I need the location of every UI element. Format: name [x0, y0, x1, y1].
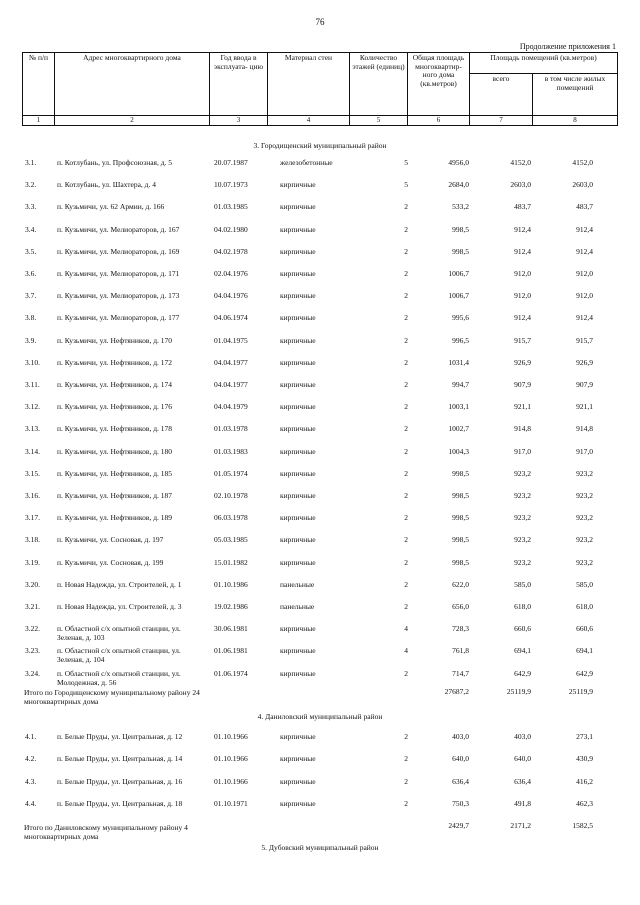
row-floors: 5 [404, 180, 408, 190]
table-row [0, 754, 640, 776]
row-commission-date: 01.03.1983 [214, 446, 248, 456]
row-commission-date: 01.10.1966 [214, 732, 248, 741]
row-commission-date: 15.01.1982 [214, 557, 248, 567]
row-living-area: 912,4 [576, 224, 593, 234]
row-living-area: 483,7 [576, 202, 593, 212]
total-area-3: 27687,2 [444, 687, 469, 696]
total-all-3: 25119,9 [506, 687, 531, 696]
col-index: 5 [350, 116, 408, 126]
row-wall-material: кирпичные [280, 646, 316, 656]
row-total-area: 750,3 [452, 798, 469, 808]
row-wall-material: кирпичные [280, 535, 316, 545]
row-wall-material: кирпичные [280, 776, 316, 786]
row-total-area: 636,4 [452, 776, 469, 786]
row-wall-material: панельные [280, 602, 315, 611]
row-premises-area: 921,1 [514, 402, 531, 412]
row-premises-area: 912,0 [514, 291, 531, 301]
row-wall-material: кирпичные [280, 313, 316, 323]
row-premises-area: 642,9 [514, 668, 531, 678]
row-premises-area: 915,7 [514, 335, 531, 345]
row-commission-date: 01.06.1974 [214, 668, 248, 678]
row-premises-area: 912,0 [514, 269, 531, 278]
row-wall-material: кирпичные [280, 624, 316, 634]
row-commission-date: 01.10.1986 [214, 579, 248, 589]
row-total-area: 1004,3 [448, 446, 469, 456]
total-living-4: 1582,5 [572, 821, 593, 830]
header-col-all: всего [470, 74, 533, 116]
row-commission-date: 20.07.1987 [214, 158, 248, 167]
table-row [0, 313, 640, 335]
col-index: 2 [55, 116, 210, 126]
table-row [0, 777, 640, 799]
row-number: 3.23. [25, 646, 40, 656]
row-number: 3.12. [25, 402, 40, 412]
row-wall-material: кирпичные [280, 732, 316, 741]
header-col-year: Год ввода в эксплуата- цию [210, 53, 268, 116]
row-living-area: 923,2 [576, 557, 593, 567]
row-wall-material: кирпичные [280, 291, 316, 301]
table-row [0, 402, 640, 424]
row-total-area: 403,0 [452, 732, 469, 741]
row-commission-date: 02.04.1976 [214, 269, 248, 278]
row-wall-material: кирпичные [280, 513, 316, 523]
row-floors: 4 [404, 624, 408, 634]
row-number: 3.22. [25, 624, 40, 634]
row-living-area: 912,0 [576, 291, 593, 301]
table-row [0, 291, 640, 313]
row-wall-material: кирпичные [280, 402, 316, 412]
row-total-area: 998,5 [452, 557, 469, 567]
row-premises-area: 483,7 [514, 202, 531, 212]
row-commission-date: 01.03.1978 [214, 424, 248, 434]
row-wall-material: кирпичные [280, 491, 316, 500]
row-number: 3.15. [25, 468, 40, 478]
row-total-area: 998,5 [452, 491, 469, 500]
row-wall-material: панельные [280, 579, 315, 589]
row-floors: 2 [404, 491, 408, 500]
row-wall-material: кирпичные [280, 246, 316, 256]
header-col-premises-area: Площадь помещений (кв.метров) [470, 53, 618, 74]
row-total-area: 1002,7 [448, 424, 469, 434]
row-commission-date: 19.02.1986 [214, 602, 248, 611]
row-premises-area: 2603,0 [510, 180, 531, 190]
col-index: 6 [408, 116, 470, 126]
row-wall-material: кирпичные [280, 224, 316, 234]
row-wall-material: железобетонные [280, 158, 333, 167]
row-wall-material: кирпичные [280, 335, 316, 345]
row-address: п. Кузьмичи, ул. Мелиораторов, д. 171 [57, 269, 180, 278]
row-number: 3.11. [25, 380, 40, 389]
row-living-area: 914,8 [576, 424, 593, 434]
total-area-4: 2429,7 [448, 821, 469, 830]
row-premises-area: 4152,0 [510, 158, 531, 167]
row-living-area: 923,2 [576, 513, 593, 523]
row-number: 3.21. [25, 602, 40, 611]
row-floors: 2 [404, 513, 408, 523]
row-total-area: 998,5 [452, 224, 469, 234]
row-commission-date: 06.03.1978 [214, 513, 248, 523]
row-floors: 2 [404, 202, 408, 212]
row-wall-material: кирпичные [280, 269, 316, 278]
table-row [0, 358, 640, 380]
row-commission-date: 01.03.1985 [214, 202, 248, 212]
row-commission-date: 30.06.1981 [214, 624, 248, 634]
row-address: п. Кузьмичи, ул. Мелиораторов, д. 169 [57, 246, 180, 256]
row-address: п. Кузьмичи, ул. Мелиораторов, д. 167 [57, 224, 180, 234]
row-commission-date: 01.10.1971 [214, 798, 248, 808]
continuation-note: Продолжение приложения 1 [519, 42, 616, 51]
row-living-area: 694,1 [576, 646, 593, 656]
col-index: 1 [23, 116, 55, 126]
row-premises-area: 491,8 [514, 798, 531, 808]
table-row [0, 336, 640, 358]
row-commission-date: 01.04.1975 [214, 335, 248, 345]
row-premises-area: 912,4 [514, 246, 531, 256]
row-number: 3.20. [25, 579, 40, 589]
table-row [0, 558, 640, 580]
header-col-total-area: Общая площадь многоквартир- ного дома (кв.метров) [408, 53, 470, 116]
row-number: 3.8. [25, 313, 37, 323]
row-commission-date: 04.06.1974 [214, 313, 248, 323]
row-floors: 2 [404, 402, 408, 412]
row-premises-area: 912,4 [514, 313, 531, 323]
row-premises-area: 660,6 [514, 624, 531, 634]
row-floors: 2 [404, 798, 408, 808]
table-row [0, 158, 640, 180]
row-address: п. Кузьмичи, ул. Нефтяников, д. 180 [57, 446, 173, 456]
col-index: 7 [470, 116, 533, 126]
row-floors: 2 [404, 754, 408, 764]
row-living-area: 915,7 [576, 335, 593, 345]
row-total-area: 1006,7 [448, 291, 469, 301]
row-floors: 2 [404, 380, 408, 389]
row-address: п. Новая Надежда, ул. Строителей, д. 3 [57, 602, 182, 611]
row-living-area: 923,2 [576, 535, 593, 545]
row-commission-date: 02.10.1978 [214, 491, 248, 500]
row-total-area: 533,2 [452, 202, 469, 212]
row-living-area: 462,3 [576, 798, 593, 808]
row-living-area: 912,4 [576, 246, 593, 256]
row-total-area: 994,7 [452, 380, 469, 389]
row-address: п. Кузьмичи, ул. Мелиораторов, д. 177 [57, 313, 180, 323]
header-col-number: № п/п [23, 53, 55, 116]
row-address: п. Новая Надежда, ул. Строителей, д. 1 [57, 579, 182, 589]
row-address: п. Кузьмичи, ул. Мелиораторов, д. 173 [57, 291, 180, 301]
table-row [0, 469, 640, 491]
row-address: п. Кузьмичи, ул. 62 Армии, д. 166 [57, 202, 165, 212]
row-commission-date: 01.10.1966 [214, 776, 248, 786]
row-commission-date: 10.07.1973 [214, 180, 248, 190]
row-commission-date: 04.04.1979 [214, 402, 248, 412]
table-row [0, 491, 640, 513]
row-number: 4.4. [25, 798, 37, 808]
row-wall-material: кирпичные [280, 380, 316, 389]
row-total-area: 998,5 [452, 535, 469, 545]
total-label-3: Итого по Городищенскому муниципальному району 24 многоквартирных дома [24, 688, 200, 706]
row-premises-area: 585,0 [514, 579, 531, 589]
table-row [0, 732, 640, 754]
row-floors: 2 [404, 357, 408, 367]
row-living-area: 2603,0 [572, 180, 593, 190]
row-number: 3.3. [25, 202, 37, 212]
row-wall-material: кирпичные [280, 357, 316, 367]
row-address: п. Белые Пруды, ул. Центральная, д. 16 [57, 776, 183, 786]
row-living-area: 273,1 [576, 732, 593, 741]
row-premises-area: 640,0 [514, 754, 531, 764]
row-total-area: 714,7 [452, 668, 469, 678]
row-floors: 2 [404, 224, 408, 234]
row-total-area: 728,3 [452, 624, 469, 634]
row-number: 3.7. [25, 291, 37, 301]
row-total-area: 761,8 [452, 646, 469, 656]
row-address: п. Кузьмичи, ул. Нефтяников, д. 172 [57, 357, 173, 367]
row-address: п. Кузьмичи, ул. Нефтяников, д. 187 [57, 491, 173, 500]
row-premises-area: 912,4 [514, 224, 531, 234]
row-floors: 2 [404, 335, 408, 345]
section-title-5: 5. Дубовский муниципальный район [261, 843, 379, 852]
row-living-area: 642,9 [576, 668, 593, 678]
row-number: 3.16. [25, 491, 40, 500]
row-floors: 2 [404, 291, 408, 301]
row-address: п. Котлубань, ул. Профсоюзная, д. 5 [57, 158, 173, 167]
row-floors: 2 [404, 535, 408, 545]
header-col-address: Адрес многоквартирного дома [55, 53, 210, 116]
row-wall-material: кирпичные [280, 754, 316, 764]
row-premises-area: 618,0 [514, 602, 531, 611]
row-commission-date: 04.02.1980 [214, 224, 248, 234]
row-premises-area: 923,2 [514, 513, 531, 523]
row-address: п. Кузьмичи, ул. Сосновая, д. 197 [57, 535, 164, 545]
row-wall-material: кирпичные [280, 557, 316, 567]
header-col-floors: Количество этажей (единиц) [350, 53, 408, 116]
row-address: п. Кузьмичи, ул. Нефтяников, д. 174 [57, 380, 173, 389]
section-title-4: 4. Даниловский муниципальный район [257, 712, 383, 721]
row-number: 3.1. [25, 158, 37, 167]
row-address: п. Белые Пруды, ул. Центральная, д. 14 [57, 754, 183, 764]
row-premises-area: 923,2 [514, 491, 531, 500]
table-row [0, 646, 640, 668]
row-commission-date: 04.04.1977 [214, 357, 248, 367]
col-index: 4 [268, 116, 350, 126]
row-number: 3.13. [25, 424, 40, 434]
row-number: 3.19. [25, 557, 40, 567]
row-premises-area: 694,1 [514, 646, 531, 656]
row-address: п. Белые Пруды, ул. Центральная, д. 12 [57, 732, 183, 741]
row-number: 4.3. [25, 776, 37, 786]
row-wall-material: кирпичные [280, 668, 316, 678]
row-total-area: 2684,0 [448, 180, 469, 190]
row-floors: 2 [404, 732, 408, 741]
row-wall-material: кирпичные [280, 446, 316, 456]
row-address: п. Белые Пруды, ул. Центральная, д. 18 [57, 798, 183, 808]
row-total-area: 995,6 [452, 313, 469, 323]
row-total-area: 998,5 [452, 246, 469, 256]
row-number: 3.14. [25, 446, 40, 456]
table-row [0, 269, 640, 291]
row-number: 3.4. [25, 224, 37, 234]
row-premises-area: 636,4 [514, 776, 531, 786]
row-address: п. Кузьмичи, ул. Нефтяников, д. 178 [57, 424, 173, 434]
row-total-area: 656,0 [452, 602, 469, 611]
row-living-area: 416,2 [576, 776, 593, 786]
row-commission-date: 01.10.1966 [214, 754, 248, 764]
row-total-area: 996,5 [452, 335, 469, 345]
row-number: 4.1. [25, 732, 37, 741]
table-row [0, 447, 640, 469]
row-number: 3.2. [25, 180, 37, 190]
row-living-area: 4152,0 [572, 158, 593, 167]
row-premises-area: 914,8 [514, 424, 531, 434]
row-number: 3.18. [25, 535, 40, 545]
header-col-living: в том числе жилых помещений [533, 74, 618, 116]
row-commission-date: 01.05.1974 [214, 468, 248, 478]
row-address: п. Кузьмичи, ул. Нефтяников, д. 189 [57, 513, 173, 523]
row-floors: 2 [404, 269, 408, 278]
section-title-3: 3. Городищенский муниципальный район [253, 141, 387, 150]
row-floors: 4 [404, 646, 408, 656]
row-commission-date: 05.03.1985 [214, 535, 248, 545]
row-premises-area: 403,0 [514, 732, 531, 741]
row-address: п. Кузьмичи, ул. Нефтяников, д. 176 [57, 402, 173, 412]
row-total-area: 622,0 [452, 579, 469, 589]
row-address: п. Кузьмичи, ул. Нефтяников, д. 170 [57, 335, 173, 345]
row-living-area: 923,2 [576, 468, 593, 478]
row-floors: 2 [404, 602, 408, 611]
row-address: п. Котлубань, ул. Шахтера, д. 4 [57, 180, 156, 190]
table-row [0, 624, 640, 646]
table-row [0, 799, 640, 821]
page-number: 76 [315, 17, 325, 27]
row-living-area: 660,6 [576, 624, 593, 634]
row-floors: 2 [404, 557, 408, 567]
row-premises-area: 917,0 [514, 446, 531, 456]
row-living-area: 926,9 [576, 357, 593, 367]
row-address: п. Кузьмичи, ул. Нефтяников, д. 185 [57, 468, 173, 478]
row-commission-date: 04.02.1978 [214, 246, 248, 256]
row-living-area: 585,0 [576, 579, 593, 589]
row-address: п. Кузьмичи, ул. Сосновая, д. 199 [57, 557, 164, 567]
table-header [22, 52, 618, 126]
row-commission-date: 04.04.1977 [214, 380, 248, 389]
table-row [0, 225, 640, 247]
table-row [0, 380, 640, 402]
row-living-area: 921,1 [576, 402, 593, 412]
row-living-area: 912,0 [576, 269, 593, 278]
col-index: 8 [533, 116, 618, 126]
row-wall-material: кирпичные [280, 798, 316, 808]
row-living-area: 618,0 [576, 602, 593, 611]
table-row [0, 580, 640, 602]
row-address: п. Областной с/х опытной станции, ул. Зеленая, д. 103 [57, 624, 181, 643]
row-commission-date: 01.06.1981 [214, 646, 248, 656]
row-total-area: 1031,4 [448, 357, 469, 367]
row-address: п. Областной с/х опытной станции, ул. Молодежная, д. 56 [57, 668, 181, 687]
row-total-area: 1006,7 [448, 269, 469, 278]
row-floors: 2 [404, 313, 408, 323]
row-living-area: 907,9 [576, 380, 593, 389]
row-total-area: 640,0 [452, 754, 469, 764]
row-premises-area: 926,9 [514, 357, 531, 367]
table-row [0, 247, 640, 269]
row-living-area: 923,2 [576, 491, 593, 500]
row-total-area: 998,5 [452, 513, 469, 523]
row-number: 3.9. [25, 335, 37, 345]
row-number: 3.24. [25, 668, 40, 678]
row-floors: 2 [404, 579, 408, 589]
row-living-area: 912,4 [576, 313, 593, 323]
table-row [0, 424, 640, 446]
row-total-area: 4956,0 [448, 158, 469, 167]
table-row [0, 602, 640, 624]
row-number: 3.17. [25, 513, 40, 523]
row-floors: 2 [404, 668, 408, 678]
row-floors: 2 [404, 468, 408, 478]
row-floors: 2 [404, 776, 408, 786]
table-row [0, 513, 640, 535]
row-floors: 5 [404, 158, 408, 167]
row-premises-area: 907,9 [514, 380, 531, 389]
row-address: п. Областной с/х опытной станции, ул. Зеленая, д. 104 [57, 646, 181, 665]
row-floors: 2 [404, 246, 408, 256]
header-col-material: Материал стен [268, 53, 350, 116]
row-floors: 2 [404, 424, 408, 434]
row-number: 3.5. [25, 246, 37, 256]
row-floors: 2 [404, 446, 408, 456]
row-wall-material: кирпичные [280, 180, 316, 190]
row-total-area: 998,5 [452, 468, 469, 478]
total-all-4: 2171,2 [510, 821, 531, 830]
row-premises-area: 923,2 [514, 557, 531, 567]
row-premises-area: 923,2 [514, 535, 531, 545]
row-wall-material: кирпичные [280, 424, 316, 434]
row-living-area: 430,9 [576, 754, 593, 764]
row-number: 4.2. [25, 754, 37, 764]
total-label-4: Итого по Даниловскому муниципальному району 4 многоквартирных дома [24, 823, 188, 841]
row-number: 3.6. [25, 269, 37, 278]
row-total-area: 1003,1 [448, 402, 469, 412]
table-row [0, 180, 640, 202]
row-premises-area: 923,2 [514, 468, 531, 478]
row-living-area: 917,0 [576, 446, 593, 456]
row-commission-date: 04.04.1976 [214, 291, 248, 301]
table-row [0, 202, 640, 224]
row-number: 3.10. [25, 357, 40, 367]
row-wall-material: кирпичные [280, 468, 316, 478]
row-wall-material: кирпичные [280, 202, 316, 212]
total-living-3: 25119,9 [568, 687, 593, 696]
col-index: 3 [210, 116, 268, 126]
table-row [0, 535, 640, 557]
